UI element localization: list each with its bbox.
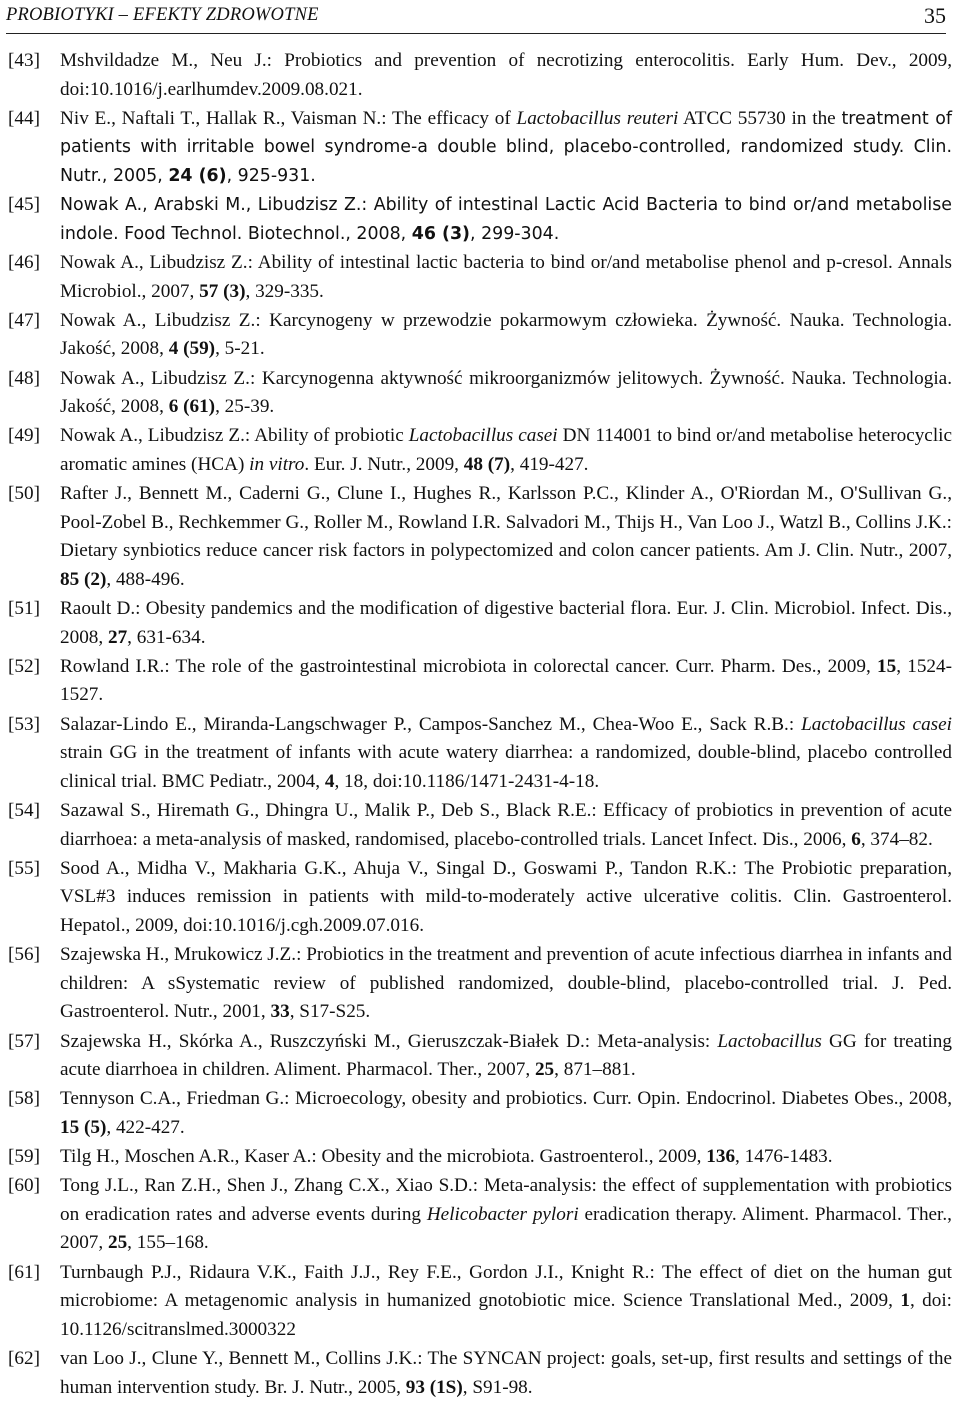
reference-item <box>8 480 952 594</box>
reference-item <box>8 1085 952 1142</box>
reference-text-segment: Nowak A., Arabski M., Libudzisz Z.: Ability of intestinal Lactic Acid Bacteria to bind or/and metabolise indole. Food Technol. Biotechnol., 2008, <box>60 195 952 244</box>
reference-text-segment: Lactobacillus <box>717 1030 822 1052</box>
reference-text <box>60 1088 952 1138</box>
reference-text-segment: , S91-98. <box>462 1376 533 1398</box>
reference-text-segment: , 419-427. <box>510 453 589 475</box>
reference-text-segment: Szajewska H., Mrukowicz J.Z.: Probiotics in the treatment and prevention of acute infectious diarrhea in infants and children: A sSystematic review of published randomized, double-blind, placebo-controlled trial. J. Ped. Gastroenterol. Nutr., 2001, <box>60 944 952 1023</box>
reference-text <box>60 1262 952 1340</box>
reference-text <box>60 944 952 1022</box>
reference-text <box>60 598 952 648</box>
reference-text-segment: Tong J.L., Ran Z.H., Shen J., Zhang C.X., Xiao S.D.: Meta-analysis: the effect of supplementation with probiotics on eradication rates and adverse events during <box>60 1175 952 1225</box>
running-title: PROBIOTYKI – EFEKTY ZDROWOTNE <box>6 5 319 25</box>
reference-text <box>60 50 952 100</box>
reference-text-segment: Niv E., Naftali T., Hallak R., Vaisman N.: The efficacy of <box>60 107 517 129</box>
reference-text-segment: DN 114001 to bind or/and metabolise heterocyclic aromatic amines (HCA) <box>60 425 953 475</box>
reference-number: [50] <box>8 483 40 505</box>
reference-text <box>60 656 952 706</box>
reference-item <box>8 307 952 364</box>
reference-text <box>60 310 952 360</box>
reference-text-segment: Nowak A., Libudzisz Z.: Karcynogenna aktywność mikroorganizmów jelitowych. Żywność. Nauka. Technologia. Jakość, 2008, <box>60 367 952 418</box>
reference-number: [43] <box>8 50 40 71</box>
reference-number: [45] <box>8 194 40 216</box>
reference-text-segment: 57 (3) <box>199 280 246 302</box>
reference-text-segment: Sazawal S., Hiremath G., Dhingra U., Malik P., Deb S., Black R.E.: Efficacy of probiotics in prevention of acute diarrhoea: a meta-analysis of masked, randomised, placebo-controlled trials. Lancet Infect. Dis., 2006, <box>60 799 952 850</box>
reference-text-segment: , 1524-1527. <box>60 655 952 706</box>
reference-text-segment: , 25-39. <box>215 396 275 418</box>
reference-item <box>8 1028 952 1085</box>
reference-text-segment: strain GG in the treatment of infants with acute watery diarrhea: a randomized, double-blind, placebo controlled clinical trial. BMC Pediatr., 2004, <box>60 742 952 792</box>
reference-text <box>60 1175 952 1253</box>
reference-number: [58] <box>8 1088 40 1110</box>
reference-text-segment: , 1476-1483. <box>735 1146 833 1168</box>
reference-text-segment: , 925-931. <box>226 165 316 186</box>
reference-item <box>8 422 952 479</box>
reference-text <box>60 1031 952 1081</box>
reference-number: [54] <box>8 799 40 821</box>
reference-text-segment: Rowland I.R.: The role of the gastrointestinal microbiota in colorectal cancer. Curr. Pharm. Des., 2009, <box>60 655 877 677</box>
reference-text-segment: . Eur. J. Nutr., 2009, <box>304 453 464 475</box>
reference-text-segment: 25 <box>107 1232 128 1254</box>
reference-text-segment: , 631-634. <box>127 626 206 648</box>
reference-text <box>60 800 952 850</box>
reference-text-segment: Nowak A., Libudzisz Z.: Ability of probiotic <box>60 425 409 447</box>
reference-text <box>60 1348 952 1398</box>
reference-item <box>8 1259 952 1345</box>
reference-text-segment: 6 <box>851 828 861 850</box>
reference-number: [61] <box>8 1261 40 1283</box>
reference-text-segment: in vitro <box>249 453 305 475</box>
reference-number: [46] <box>8 251 40 273</box>
reference-item <box>8 595 952 652</box>
reference-item <box>8 855 952 941</box>
reference-number: [57] <box>8 1030 40 1052</box>
reference-text-segment: 93 (1S) <box>405 1376 463 1398</box>
reference-text-segment: Lactobacillus casei <box>801 713 952 735</box>
reference-text-segment: , 422-427. <box>106 1116 185 1138</box>
reference-item <box>8 1143 952 1172</box>
reference-item <box>8 249 952 306</box>
reference-number: [62] <box>8 1348 40 1369</box>
reference-text-segment: Nowak A., Libudzisz Z.: Karcynogeny w przewodzie pokarmowym człowieka. Żywność. Nauka. Technologia. Jakość, 2008, <box>60 309 952 360</box>
reference-text-segment: 33 <box>270 1001 290 1023</box>
reference-item <box>8 797 952 854</box>
reference-text-segment: , doi: 10.1126/scitranslmed.3000322 <box>60 1290 952 1340</box>
reference-number: [59] <box>8 1146 40 1168</box>
reference-text-segment: , 374–82. <box>860 828 933 850</box>
reference-text <box>60 714 952 792</box>
reference-text-segment: 15 (5) <box>60 1116 107 1138</box>
reference-item <box>8 191 952 248</box>
reference-item <box>8 1345 952 1402</box>
reference-text-segment: Salazar-Lindo E., Miranda-Langschwager P., Campos-Sanchez M., Chea-Woo E., Sack R.B.: <box>60 713 802 735</box>
reference-text-segment: eradication therapy. Aliment. Pharmacol. Ther., 2007, <box>60 1203 952 1254</box>
reference-text-segment: Lactobacillus casei <box>408 425 558 447</box>
reference-text-segment: Tennyson C.A., Friedman G.: Microecology, obesity and probiotics. Curr. Opin. Endocrinol. Diabetes Obes., 2008, <box>60 1088 952 1110</box>
reference-text-segment: , 299-304. <box>470 223 560 244</box>
reference-text-segment: Helicobacter pylori <box>426 1203 579 1225</box>
reference-item <box>8 105 952 191</box>
reference-number: [47] <box>8 309 40 331</box>
reference-text-segment: , 871–881. <box>554 1059 636 1081</box>
reference-text-segment: 25 <box>534 1059 555 1081</box>
reference-text-segment: GG for treating acute diarrhoea in children. Aliment. Pharmacol. Ther., 2007, <box>60 1030 952 1081</box>
reference-text <box>60 368 952 418</box>
reference-number: [56] <box>8 944 40 966</box>
reference-text-segment: 4 <box>324 770 335 792</box>
reference-number: [44] <box>8 107 40 129</box>
reference-item <box>8 941 952 1027</box>
reference-text-segment: 24 (6) <box>168 165 227 186</box>
reference-text <box>60 858 952 936</box>
reference-text-segment: 136 <box>706 1146 736 1168</box>
reference-text-segment: 85 (2) <box>60 568 107 590</box>
reference-item <box>8 711 952 797</box>
reference-item <box>8 365 952 422</box>
reference-text-segment: ATCC 55730 in the <box>678 107 842 129</box>
reference-text-segment: 27 <box>107 626 128 648</box>
reference-text-segment: 46 (3) <box>411 223 471 244</box>
reference-text-segment: Rafter J., Bennett M., Caderni G., Clune I., Hughes R., Karlsson P.C., Klinder A., O'Riordan M., O'Sullivan G., Pool-Zobel B., Rechkemmer G., Roller M., Rowland I.R. Salvadori M., Thijs H., Van Loo J., Watzl B., Collins J.K.: Dietary synbiotics reduce cancer risk factors in polypectomized and colon cancer patients. Am J. Clin. Nutr., 2007, <box>60 483 952 562</box>
reference-text-segment: Raoult D.: Obesity pandemics and the modification of digestive bacterial flora. Eur. J. Clin. Microbiol. Infect. Dis., 2008, <box>60 598 952 648</box>
reference-number: [49] <box>8 425 40 447</box>
reference-item <box>8 47 952 104</box>
reference-text-segment: van Loo J., Clune Y., Bennett M., Collins J.K.: The SYNCAN project: goals, set-up, first results and settings of the human intervention study. Br. J. Nutr., 2005, <box>60 1348 952 1398</box>
reference-text-segment: Turnbaugh P.J., Ridaura V.K., Faith J.J., Rey F.E., Gordon J.I., Knight R.: The effect of diet on the human gut microbiome: A metagenomic analysis in humanized gnotobiotic mice. Science Translational Med., 2009, <box>60 1261 952 1312</box>
reference-list <box>8 47 952 1403</box>
reference-text-segment: 6 (61) <box>168 396 216 418</box>
reference-text-segment: , 18, doi:10.1186/1471-2431-4-18. <box>334 770 600 792</box>
reference-number: [48] <box>8 367 40 389</box>
reference-text-segment: , 488-496. <box>106 568 185 590</box>
reference-text-segment: Nowak A., Libudzisz Z.: Ability of intestinal lactic bacteria to bind or/and metabolise phenol and p-cresol. Annals Microbiol., 2007, <box>60 251 952 302</box>
reference-item <box>8 1172 952 1258</box>
page-header <box>6 2 946 34</box>
reference-text-segment: 15 <box>877 655 897 677</box>
reference-text-segment: , 155–168. <box>127 1232 209 1254</box>
reference-text-segment: Szajewska H., Skórka A., Ruszczyński M., Gieruszczak-Białek D.: Meta-analysis: <box>60 1030 718 1052</box>
reference-text-segment: Tilg H., Moschen A.R., Kaser A.: Obesity and the microbiota. Gastroenterol., 2009, <box>60 1146 707 1168</box>
reference-text-segment: , S17-S25. <box>289 1001 371 1023</box>
reference-text-segment: 48 (7) <box>463 453 511 475</box>
reference-number: [52] <box>8 655 40 677</box>
reference-text-segment: Lactobacillus reuteri <box>516 107 679 129</box>
page-number: 35 <box>924 3 946 28</box>
reference-item <box>8 653 952 710</box>
reference-text-segment: , 5-21. <box>215 338 265 360</box>
reference-text-segment: Mshvildadze M., Neu J.: Probiotics and prevention of necrotizing enterocolitis. Early Hum. Dev., 2009, doi:10.1016/j.earlhumdev.2009.08.021. <box>60 50 952 100</box>
reference-number: [51] <box>8 598 40 620</box>
reference-number: [53] <box>8 713 40 735</box>
reference-text-segment: treatment of patients with irritable bowel syndrome-a double blind, placebo-controlled, randomized study. Clin. Nutr., 2005, <box>60 108 952 186</box>
reference-text <box>60 194 952 244</box>
reference-text-segment: Sood A., Midha V., Makharia G.K., Ahuja V., Singal D., Goswami P., Tandon R.K.: The Probiotic preparation, VSL#3 induces remission in patients with mild-to-moderately active ulcerative colitis. Clin. Gastroenterol. Hepatol., 2009, doi:10.1016/j.cgh.2009.07.016. <box>60 857 952 936</box>
reference-number: [55] <box>8 857 40 879</box>
reference-text-segment: 4 (59) <box>168 338 216 360</box>
reference-text <box>60 252 952 302</box>
reference-text-segment: 1 <box>900 1290 910 1312</box>
reference-number: [60] <box>8 1175 40 1197</box>
reference-text <box>60 483 952 590</box>
reference-text <box>60 108 952 186</box>
reference-text <box>60 1146 833 1167</box>
reference-text-segment: , 329-335. <box>245 280 324 302</box>
reference-text <box>60 425 952 475</box>
